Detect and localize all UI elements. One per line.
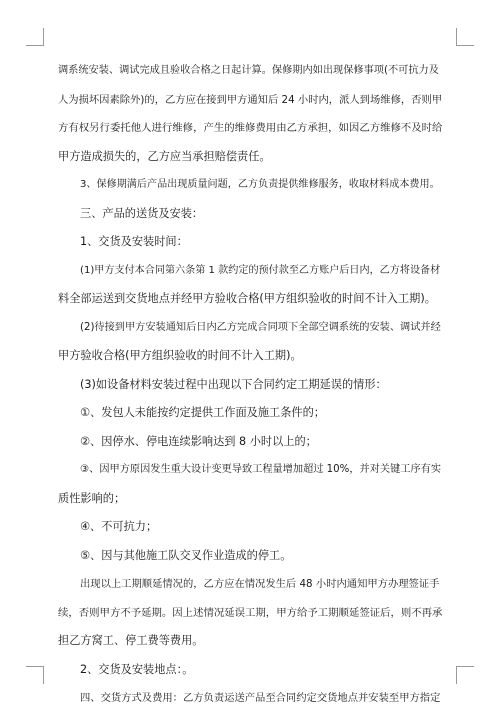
text-line: 调系统安装、调试完成且验收合格之日起计算。保修期内如出现保修事项(不可抗力及 bbox=[58, 65, 439, 76]
text-line: 方有权另行委托他人进行维修，产生的维修费用由乙方承担，如因乙方维修不及时给 bbox=[58, 122, 443, 134]
text-line: (3)如设备材料安装过程中出现以下合同约定工期延误的情形： bbox=[80, 378, 387, 391]
text-line: 料全部运送到交货地点并经甲方验收合格(甲方组织验收的时间不计入工期)。 bbox=[58, 292, 436, 305]
text-line: ④、不可抗力； bbox=[80, 520, 158, 533]
text-line: 四、交货方式及费用：乙方负责运送产品至合同约定交货地点并安装至甲方指定 bbox=[80, 692, 441, 704]
text-line: 甲方验收合格(甲方组织验收的时间不计入工期)。 bbox=[58, 349, 302, 362]
text-line: 人为损坏因素除外)的，乙方应在接到甲方通知后 24 小时内，派人到场维修，否则甲 bbox=[58, 94, 443, 106]
text-line: ③、因甲方原因发生重大设计变更导致工程量增加超过 10%，并对关键工序有实 bbox=[80, 464, 442, 475]
text-line: 1、交货及安装时间： bbox=[80, 235, 188, 248]
text-line: 3、保修期满后产品出现质量问题，乙方负责提供维修服务，收取材料成本费用。 bbox=[80, 179, 440, 190]
text-line: ⑤、因与其他施工队交叉作业造成的停工。 bbox=[80, 549, 292, 562]
text-line: 担乙方窝工、停工费等费用。 bbox=[58, 634, 204, 647]
text-line: (2)待接到甲方安装通知后日内乙方完成合同项下全部空调系统的安装、调试并经 bbox=[80, 322, 441, 333]
text-line: 甲方造成损失的，乙方应当承担赔偿责任。 bbox=[58, 150, 271, 163]
text-line: (1)甲方支付本合同第六条第 1 款约定的预付款至乙方账户后日内，乙方将设备材 bbox=[80, 265, 441, 276]
text-line: 2、交货及安装地点：。 bbox=[80, 663, 194, 676]
text-line: ②、因停水、停电连续影响达到 8 小时以上的； bbox=[80, 435, 317, 448]
text-line: 出现以上工期顺延情况的，乙方应在情况发生后 48 小时内通知甲方办理签证手 bbox=[80, 578, 440, 590]
text-line: 三、产品的送货及安装： bbox=[80, 207, 204, 220]
text-line: 质性影响的； bbox=[58, 492, 126, 505]
text-line: 续，否则甲方不予延期。因上述情况延误工期，甲方给予工期顺延签证后，则不再承 bbox=[58, 607, 443, 619]
text-line: ①、发包人未能按约定提供工作面及施工条件的； bbox=[80, 406, 325, 419]
